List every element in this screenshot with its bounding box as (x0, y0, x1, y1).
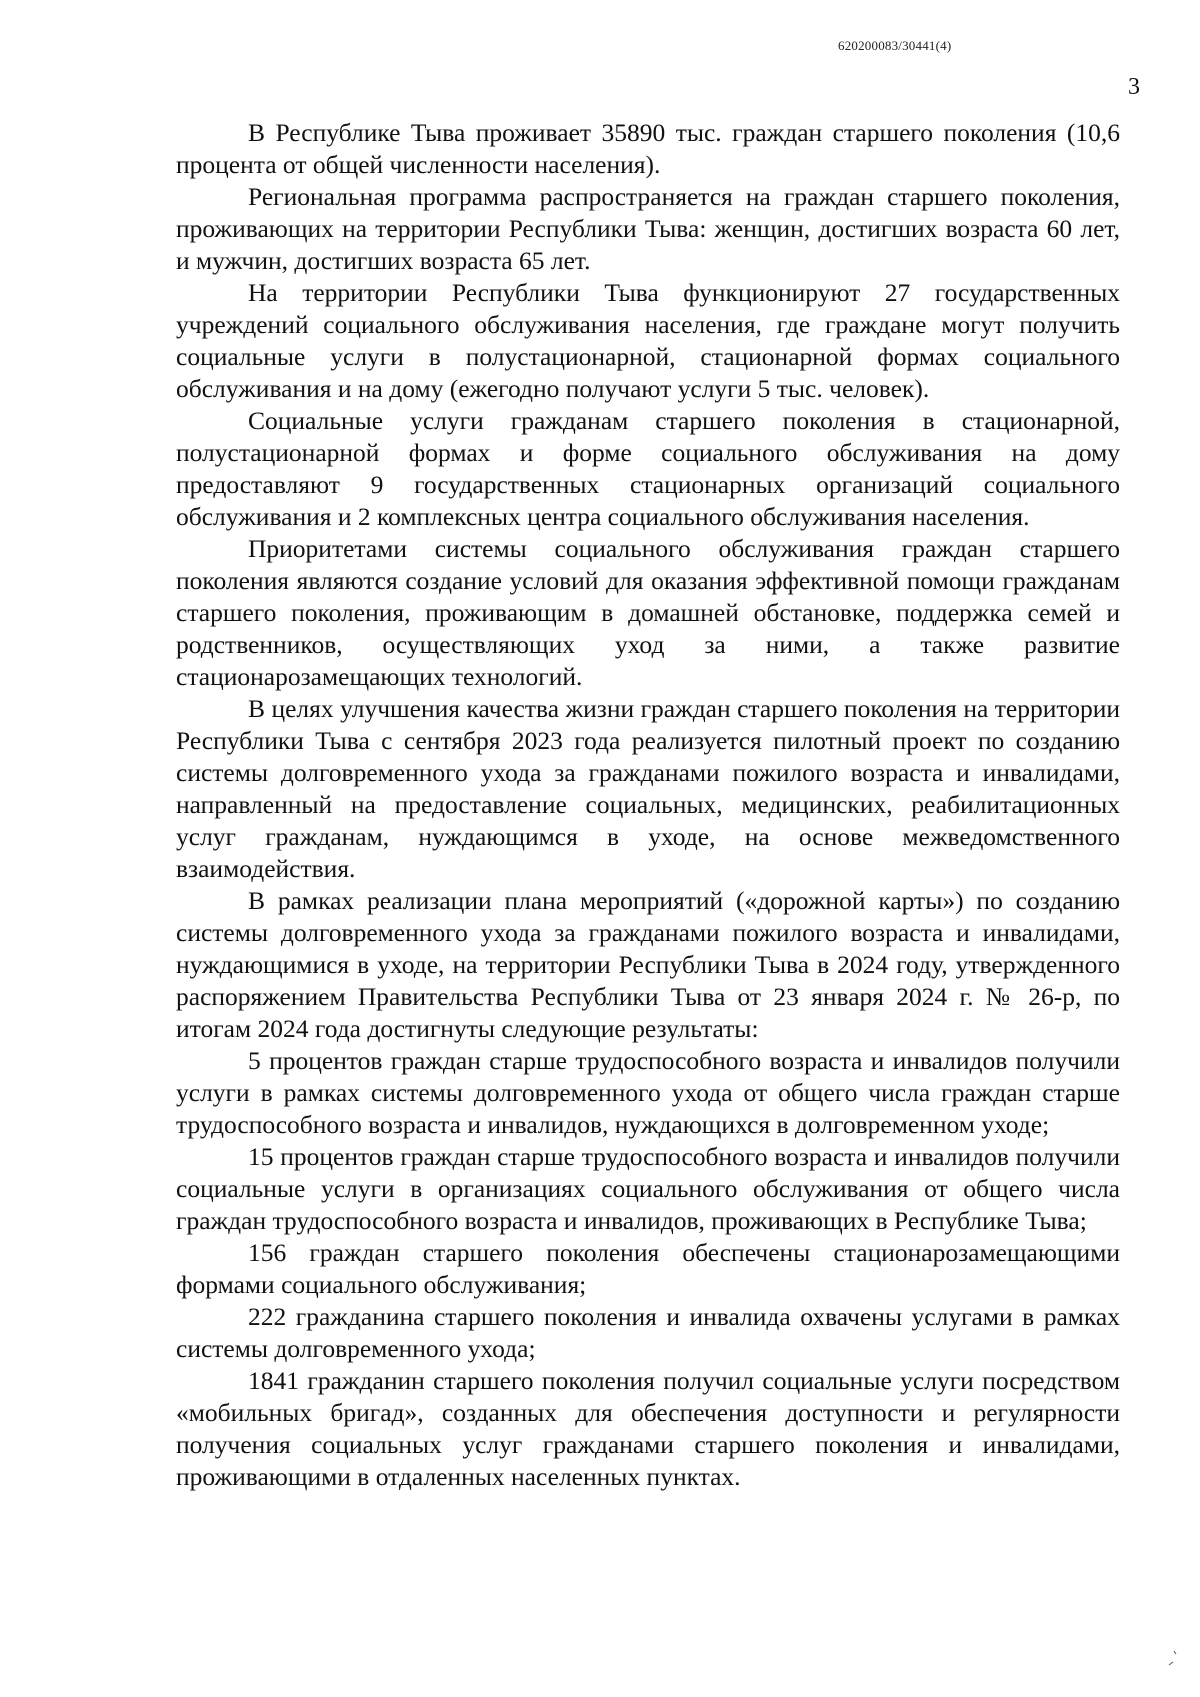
paragraph-program-scope: Региональная программа распространяется на граждан старшего поколения, проживающих на территории Республики Тыва: женщин, достигших возраста 60 лет, и мужчин, достигших возраста 65 лет. (176, 182, 1120, 275)
result-item-long-term-care-coverage: 222 гражданина старшего поколения и инвалида охвачены услугами в рамках системы долговременного ухода; (176, 1302, 1120, 1363)
document-registration-code: 620200083/30441(4) (838, 38, 952, 53)
paragraph-roadmap: В рамках реализации плана мероприятий («дорожной карты») по созданию системы долговременного ухода за гражданами пожилого возраста и инвалидами, нуждающимися в уходе, на территории Республики Тыва в 2024 году, утвержденного распоряжением Правительства Республики Тыва от 23 января 2024 г. № 26-р, по итогам 2024 года достигнуты следующие результаты: (176, 886, 1120, 1043)
page-number: 3 (1128, 74, 1140, 100)
paragraph-population: В Республике Тыва проживает 35890 тыс. граждан старшего поколения (10,6 процента от общей численности населения). (176, 118, 1120, 179)
result-item-long-term-care-share: 5 процентов граждан старше трудоспособного возраста и инвалидов получили услуги в рамках системы долговременного ухода от общего числа граждан старше трудоспособного возраста и инвалидов, нуждающихся в долговременном уходе; (176, 1046, 1120, 1139)
document-body (176, 117, 1120, 1493)
paragraph-priorities: Приоритетами системы социального обслуживания граждан старшего поколения являются создание условий для оказания эффективной помощи гражданам старшего поколения, проживающим в домашней обстановке, поддержка семей и родственников, осуществляющих уход за ними, а также развитие стационарозамещающих технологий. (176, 534, 1120, 691)
scan-artifact (1165, 1650, 1179, 1670)
paragraph-institutions: На территории Республики Тыва функционируют 27 государственных учреждений социального обслуживания населения, где граждане могут получить социальные услуги в полустационарной, стационарной формах социального обслуживания и на дому (ежегодно получают услуги 5 тыс. человек). (176, 278, 1120, 403)
paragraph-pilot-project: В целях улучшения качества жизни граждан старшего поколения на территории Республики Тыва с сентября 2023 года реализуется пилотный проект по созданию системы долговременного ухода за гражданами пожилого возраста и инвалидами, направленный на предоставление социальных, медицинских, реабилитационных услуг гражданам, нуждающимся в уходе, на основе межведомственного взаимодействия. (176, 694, 1120, 883)
result-item-social-services-share: 15 процентов граждан старше трудоспособного возраста и инвалидов получили социальные услуги в организациях социального обслуживания от общего числа граждан трудоспособного возраста и инвалидов, проживающих в Республике Тыва; (176, 1142, 1120, 1235)
paragraph-service-providers: Социальные услуги гражданам старшего поколения в стационарной, полустационарной формах и форме социального обслуживания на дому предоставляют 9 государственных стационарных организаций социального обслуживания и 2 комплексных центра социального обслуживания населения. (176, 406, 1120, 531)
result-item-inpatient-replacement: 156 граждан старшего поколения обеспечены стационарозамещающими формами социального обслуживания; (176, 1238, 1120, 1299)
result-item-mobile-brigades: 1841 гражданин старшего поколения получил социальные услуги посредством «мобильных бригад», созданных для обеспечения доступности и регулярности получения социальных услуг гражданами старшего поколения и инвалидами, проживающими в отдаленных населенных пунктах. (176, 1366, 1120, 1491)
